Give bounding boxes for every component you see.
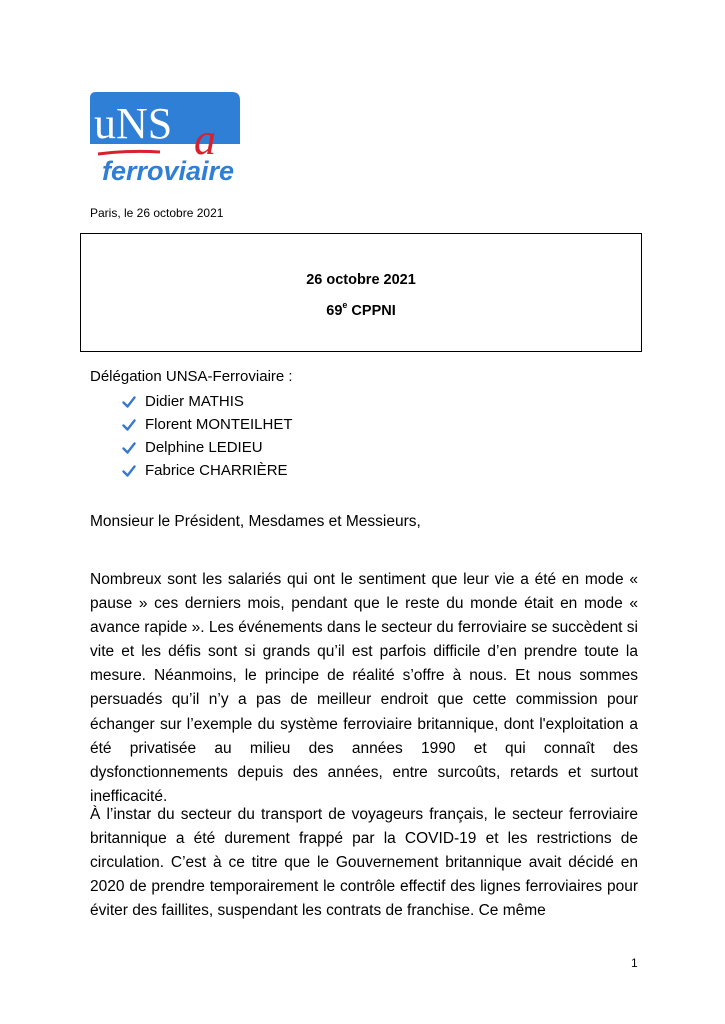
meeting-title: 69e CPPNI [326, 300, 396, 319]
page-number: 1 [631, 956, 638, 970]
list-item [122, 459, 293, 482]
unsa-ferroviaire-logo [90, 92, 240, 184]
checkmark-icon [122, 395, 136, 409]
body-paragraph-1: Nombreux sont les salariés qui ont le sentiment que leur vie a été en mode « pause » ces derniers mois, pendant que le reste du monde était en mode « avance rapide ». Les événements dans le secteur du ferroviaire se succèdent si vite et les défis sont si grands qu’il est parfois difficile d’en prendre toute la mesure. Néanmoins, le principe de réalité s’offre à nous. Et nous sommes persuadés qu’il n’y a pas de meilleur endroit que cette commission pour échanger sur l’exemple du système ferroviaire britannique, dont l'exploitation a été privatisée au milieu des années 1990 et qui connaît des dysfonctionnements depuis des années, entre surcoûts, retards et surtout inefficacité. [90, 571, 638, 805]
list-item [122, 413, 293, 436]
date-line: Paris, le 26 octobre 2021 [90, 206, 224, 220]
title-box [80, 233, 642, 352]
member-name: Fabrice CHARRIÈRE [145, 461, 288, 479]
member-name: Didier MATHIS [145, 392, 244, 410]
logo-letters: uNS [94, 99, 173, 148]
checkmark-icon [122, 464, 136, 478]
member-name: Delphine LEDIEU [145, 438, 263, 456]
list-item [122, 436, 293, 459]
logo-wordmark: ferroviaire [102, 156, 235, 184]
logo-letter-a: a [194, 115, 216, 164]
checkmark-icon [122, 441, 136, 455]
checkmark-icon [122, 418, 136, 432]
member-name: Florent MONTEILHET [145, 415, 293, 433]
salutation: Monsieur le Président, Mesdames et Messieurs, [90, 513, 421, 530]
body-paragraph-2: À l’instar du secteur du transport de voyageurs français, le secteur ferroviaire britannique a été durement frappé par la COVID-19 et les restrictions de circulation. C’est à ce titre que le Gouvernement britannique avait décidé en 2020 de prendre temporairement le contrôle effectif des lignes ferroviaires pour éviter des faillites, suspendant les contrats de franchise. Ce même [90, 806, 638, 920]
list-item [122, 390, 293, 413]
meeting-date: 26 octobre 2021 [306, 272, 416, 288]
delegation-list [122, 390, 293, 482]
delegation-heading: Délégation UNSA-Ferroviaire : [90, 368, 293, 385]
